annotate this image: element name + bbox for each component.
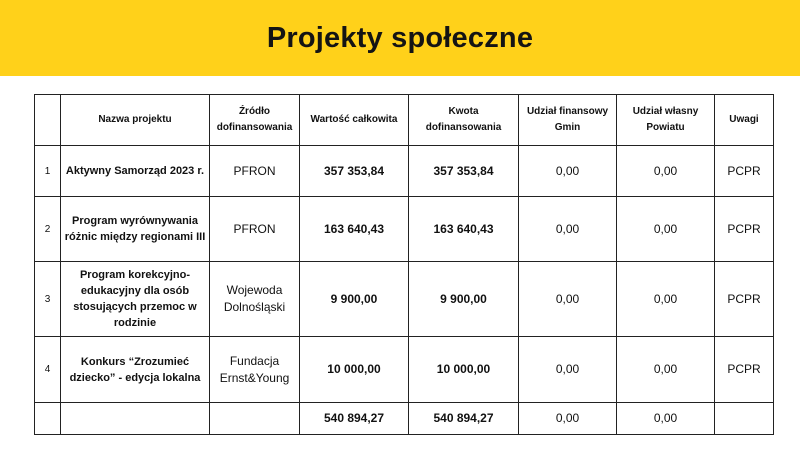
cell-own-share: 0,00 [617, 337, 715, 403]
cell-gmina-share: 0,00 [519, 197, 617, 262]
cell-source: PFRON [210, 146, 300, 197]
page-title: Projekty społeczne [266, 21, 534, 54]
cell-name: Aktywny Samorząd 2023 r. [61, 146, 210, 197]
cell-source: Wojewoda Dolnośląski [210, 262, 300, 337]
cell-lp: 1 [35, 146, 61, 197]
cell-name: Program korekcyjno-edukacyjny dla osób stosujących przemoc w rodzinie [61, 262, 210, 337]
totals-amount: 540 894,27 [409, 403, 519, 435]
header-notes: Uwagi [715, 95, 774, 146]
totals-row [35, 403, 774, 435]
cell-lp: 2 [35, 197, 61, 262]
header-own-share: Udział własny Powiatu [617, 95, 715, 146]
totals-name [61, 403, 210, 435]
cell-own-share: 0,00 [617, 197, 715, 262]
cell-gmina-share: 0,00 [519, 337, 617, 403]
table-row [35, 197, 774, 262]
totals-notes [715, 403, 774, 435]
cell-lp: 3 [35, 262, 61, 337]
totals-total-value: 540 894,27 [300, 403, 409, 435]
totals-own-share: 0,00 [617, 403, 715, 435]
cell-notes: PCPR [715, 146, 774, 197]
cell-amount: 163 640,43 [409, 197, 519, 262]
cell-total-value: 10 000,00 [300, 337, 409, 403]
totals-lp [35, 403, 61, 435]
totals-gmina-share: 0,00 [519, 403, 617, 435]
cell-notes: PCPR [715, 197, 774, 262]
cell-source: PFRON [210, 197, 300, 262]
cell-gmina-share: 0,00 [519, 146, 617, 197]
header-lp [35, 95, 61, 146]
title-banner [0, 0, 800, 76]
table-row [35, 262, 774, 337]
cell-notes: PCPR [715, 337, 774, 403]
cell-total-value: 357 353,84 [300, 146, 409, 197]
projects-table [34, 94, 774, 435]
header-gmina-share: Udział finansowy Gmin [519, 95, 617, 146]
cell-name: Program wyrównywania różnic między regionami III [61, 197, 210, 262]
table-header-row [35, 95, 774, 146]
cell-total-value: 163 640,43 [300, 197, 409, 262]
table-row [35, 146, 774, 197]
table-row [35, 337, 774, 403]
cell-gmina-share: 0,00 [519, 262, 617, 337]
cell-amount: 357 353,84 [409, 146, 519, 197]
header-amount: Kwota dofinansowania [409, 95, 519, 146]
cell-notes: PCPR [715, 262, 774, 337]
cell-total-value: 9 900,00 [300, 262, 409, 337]
cell-own-share: 0,00 [617, 146, 715, 197]
cell-own-share: 0,00 [617, 262, 715, 337]
cell-source: Fundacja Ernst&Young [210, 337, 300, 403]
cell-amount: 10 000,00 [409, 337, 519, 403]
totals-source [210, 403, 300, 435]
cell-name: Konkurs “Zrozumieć dziecko” - edycja lokalna [61, 337, 210, 403]
header-source: Źródło dofinansowania [210, 95, 300, 146]
cell-amount: 9 900,00 [409, 262, 519, 337]
cell-lp: 4 [35, 337, 61, 403]
header-total-value: Wartość całkowita [300, 95, 409, 146]
header-name: Nazwa projektu [61, 95, 210, 146]
